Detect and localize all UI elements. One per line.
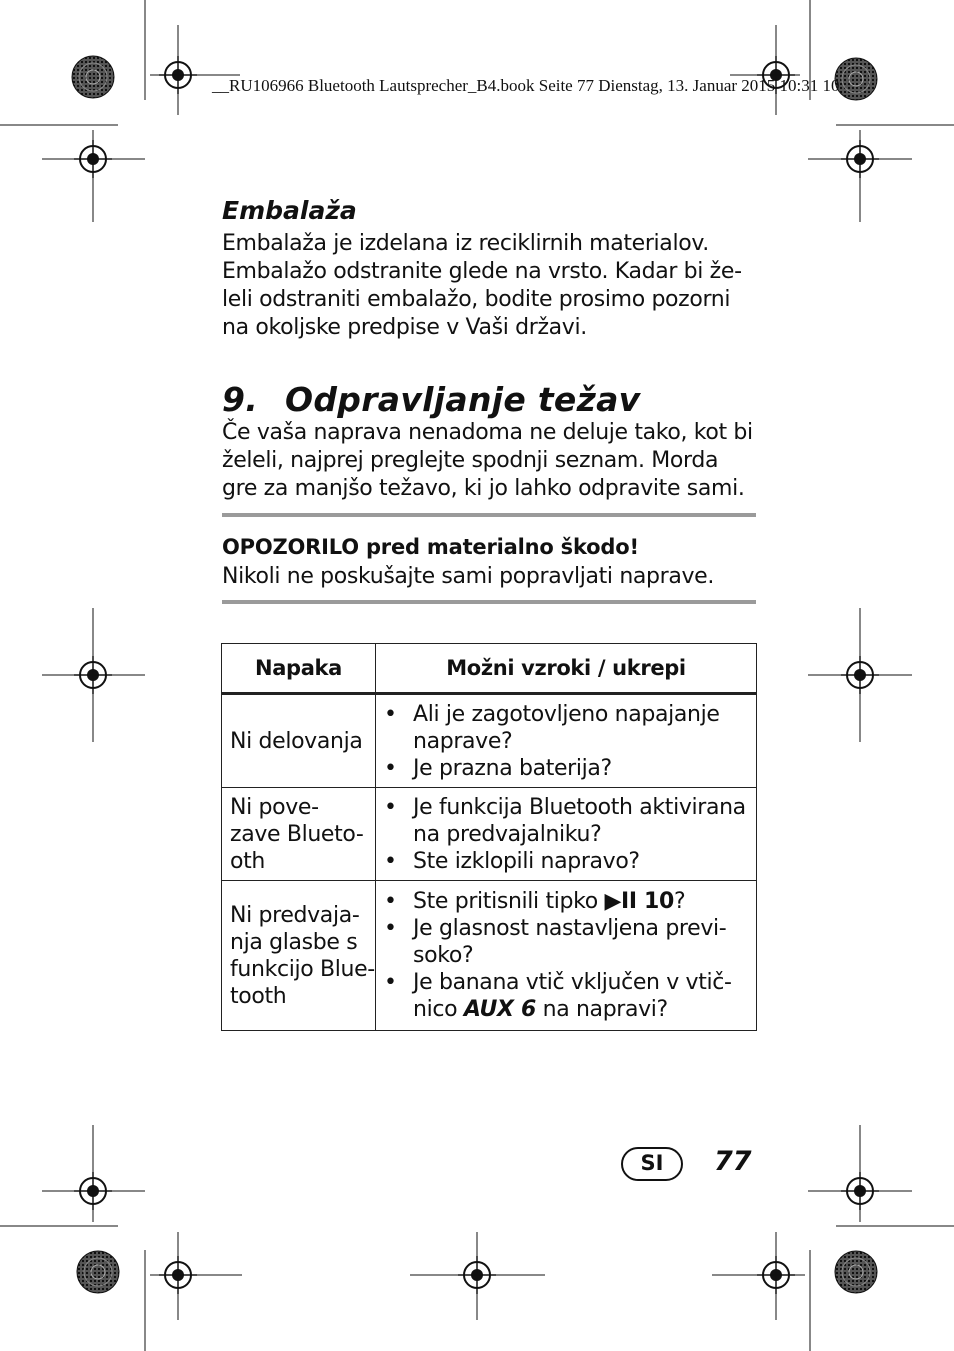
cause-line: ? <box>673 889 686 914</box>
list-item <box>384 969 752 1023</box>
registration-mark-icon <box>74 1172 112 1210</box>
registration-mark-icon <box>757 1256 795 1294</box>
language-badge: SI <box>621 1147 683 1181</box>
aux-socket-reference: AUX 6 <box>463 997 536 1022</box>
warning-top-rule <box>222 513 756 517</box>
packaging-line: Embalažo odstranite glede na vrsto. Kadar bi že- <box>222 259 742 284</box>
section-number: 9. <box>222 380 259 419</box>
fault-text: oth <box>230 848 265 874</box>
color-calibration-target-icon <box>77 1251 119 1293</box>
fault-text: nja glasbe s <box>230 929 358 955</box>
list-item <box>384 888 752 915</box>
table-row <box>222 788 757 881</box>
causes-cell <box>376 788 757 881</box>
fault-cell <box>222 881 376 1031</box>
registration-mark-icon <box>841 140 879 178</box>
registration-mark-icon <box>74 140 112 178</box>
intro-line: Če vaša naprava nenadoma ne deluje tako, kot bi <box>222 420 753 445</box>
intro-line: želeli, najprej preglejte spodnji seznam. Morda <box>222 448 719 473</box>
registration-mark-icon <box>841 1172 879 1210</box>
play-pause-button-reference: ▶II 10 <box>604 889 674 914</box>
list-item <box>384 755 752 782</box>
fault-text: Ni pove- <box>230 794 319 820</box>
running-head: __RU106966 Bluetooth Lautsprecher_B4.book Seite 77 Dienstag, 13. Januar 2015 10:31 10 <box>212 76 840 95</box>
fault-cell <box>222 694 376 788</box>
section-title: Odpravljanje težav <box>285 380 641 419</box>
list-item <box>384 794 752 848</box>
fault-text: Ni delovanja <box>230 728 363 754</box>
registration-mark-icon <box>841 656 879 694</box>
causes-cell <box>376 881 757 1031</box>
packaging-paragraph <box>222 230 762 342</box>
cause-line: Ste pritisnili tipko <box>413 889 605 914</box>
list-item <box>384 915 752 969</box>
intro-line: gre za manjšo težavo, ki jo lahko odpravite sami. <box>222 476 745 501</box>
fault-text: zave Blueto- <box>230 821 364 847</box>
cause-line: Je funkcija Bluetooth aktivirana <box>413 794 746 820</box>
table-row <box>222 694 757 788</box>
cause-line: Ali je zagotovljeno napajanje <box>413 701 720 727</box>
packaging-heading: Embalaža <box>222 196 357 225</box>
registration-mark-icon <box>74 656 112 694</box>
intro-paragraph <box>222 419 762 503</box>
warning-title: OPOZORILO pred materialno škodo! <box>222 535 639 559</box>
causes-cell <box>376 694 757 788</box>
registration-mark-icon <box>458 1256 496 1294</box>
cause-line: Je prazna baterija? <box>413 755 612 781</box>
cause-line: nico <box>413 997 464 1022</box>
table-header-row <box>222 644 757 694</box>
section-heading <box>222 380 640 419</box>
table-row <box>222 881 757 1031</box>
cause-line: naprave? <box>413 728 513 754</box>
warning-bottom-rule <box>222 600 756 604</box>
fault-text: tooth <box>230 983 287 1009</box>
cause-line: soko? <box>413 943 474 968</box>
fault-text: Ni predvaja- <box>230 902 360 928</box>
cause-line: Ste izklopili napravo? <box>413 848 640 874</box>
packaging-line: leli odstraniti embalažo, bodite prosimo pozorni <box>222 287 731 312</box>
color-calibration-target-icon <box>835 58 877 100</box>
column-header-fault: Napaka <box>222 644 376 694</box>
color-calibration-target-icon <box>835 1251 877 1293</box>
registration-mark-icon <box>159 56 197 94</box>
warning-text: Nikoli ne poskušajte sami popravljati naprave. <box>222 564 714 589</box>
cause-line: Je glasnost nastavljena previ- <box>413 916 727 941</box>
page-number: 77 <box>714 1146 752 1177</box>
cause-line: na napravi? <box>535 997 668 1022</box>
color-calibration-target-icon <box>72 56 114 98</box>
column-header-causes: Možni vzroki / ukrepi <box>376 644 757 694</box>
registration-mark-icon <box>159 1256 197 1294</box>
list-item <box>384 701 752 755</box>
fault-cell <box>222 788 376 881</box>
list-item <box>384 848 752 875</box>
fault-text: funkcijo Blue- <box>230 956 375 982</box>
packaging-line: Embalaža je izdelana iz reciklirnih materialov. <box>222 231 709 256</box>
troubleshooting-table <box>221 643 757 1031</box>
cause-line: Je banana vtič vključen v vtič- <box>413 970 732 995</box>
packaging-line: na okoljske predpise v Vaši državi. <box>222 315 587 340</box>
cause-line: na predvajalniku? <box>413 821 602 847</box>
